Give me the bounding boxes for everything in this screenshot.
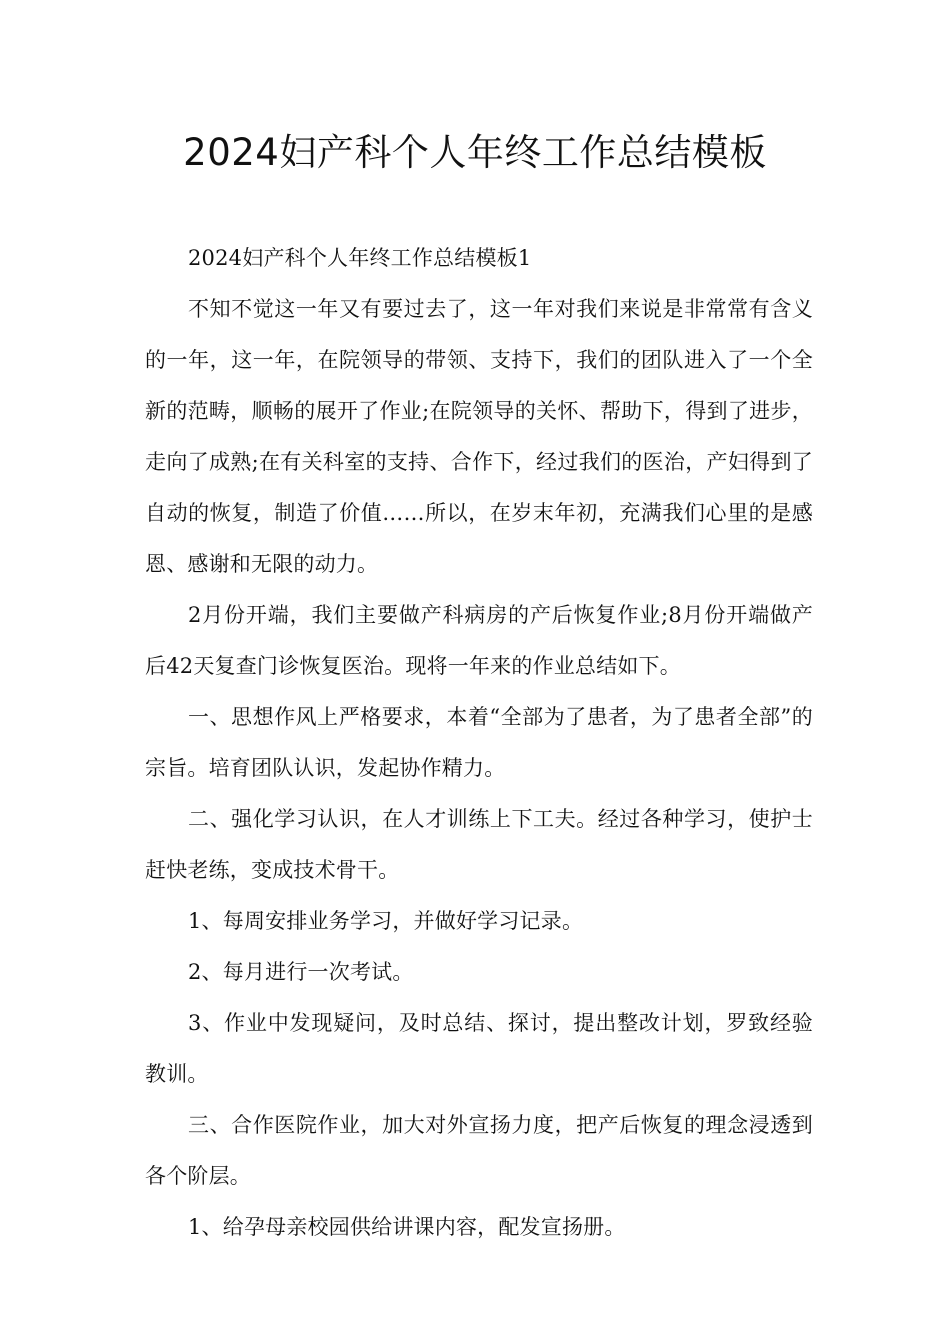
paragraph-point-1: 一、思想作风上严格要求，本着“全部为了患者，为了患者全部”的宗旨。培育团队认识，发起协作精力。: [145, 705, 813, 780]
paragraph-point-3: 三、合作医院作业，加大对外宣扬力度，把产后恢复的理念浸透到各个阶层。: [145, 1113, 813, 1188]
list-item: 2、每月进行一次考试。: [188, 960, 414, 984]
list-item: 1、给孕母亲校园供给讲课内容，配发宣扬册。: [188, 1215, 626, 1239]
list-item: 1、每周安排业务学习，并做好学习记录。: [188, 909, 584, 933]
section-heading: 2024妇产科个人年终工作总结模板1: [188, 246, 532, 270]
paragraph-point-2: 二、强化学习认识，在人才训练上下工夫。经过各种学习，使护士赶快老练，变成技术骨干。: [145, 807, 813, 882]
document-title: 2024妇产科个人年终工作总结模板: [183, 131, 767, 174]
list-item: 3、作业中发现疑问，及时总结、探讨，提出整改计划，罗致经验教训。: [145, 1011, 813, 1086]
document-body: [145, 233, 813, 1253]
paragraph-intro: 不知不觉这一年又有要过去了，这一年对我们来说是非常常有含义的一年，这一年，在院领导的带领、支持下，我们的团队进入了一个全新的范畴，顺畅的展开了作业;在院领导的关怀、帮助下，得到了进步，走向了成熟;在有关科室的支持、合作下，经过我们的医治，产妇得到了自动的恢复，制造了价值……所以，在岁末年初，充满我们心里的是感恩、感谢和无限的动力。: [145, 297, 813, 576]
paragraph-timeline: 2月份开端，我们主要做产科病房的产后恢复作业;8月份开端做产后42天复查门诊恢复医治。现将一年来的作业总结如下。: [145, 603, 813, 678]
